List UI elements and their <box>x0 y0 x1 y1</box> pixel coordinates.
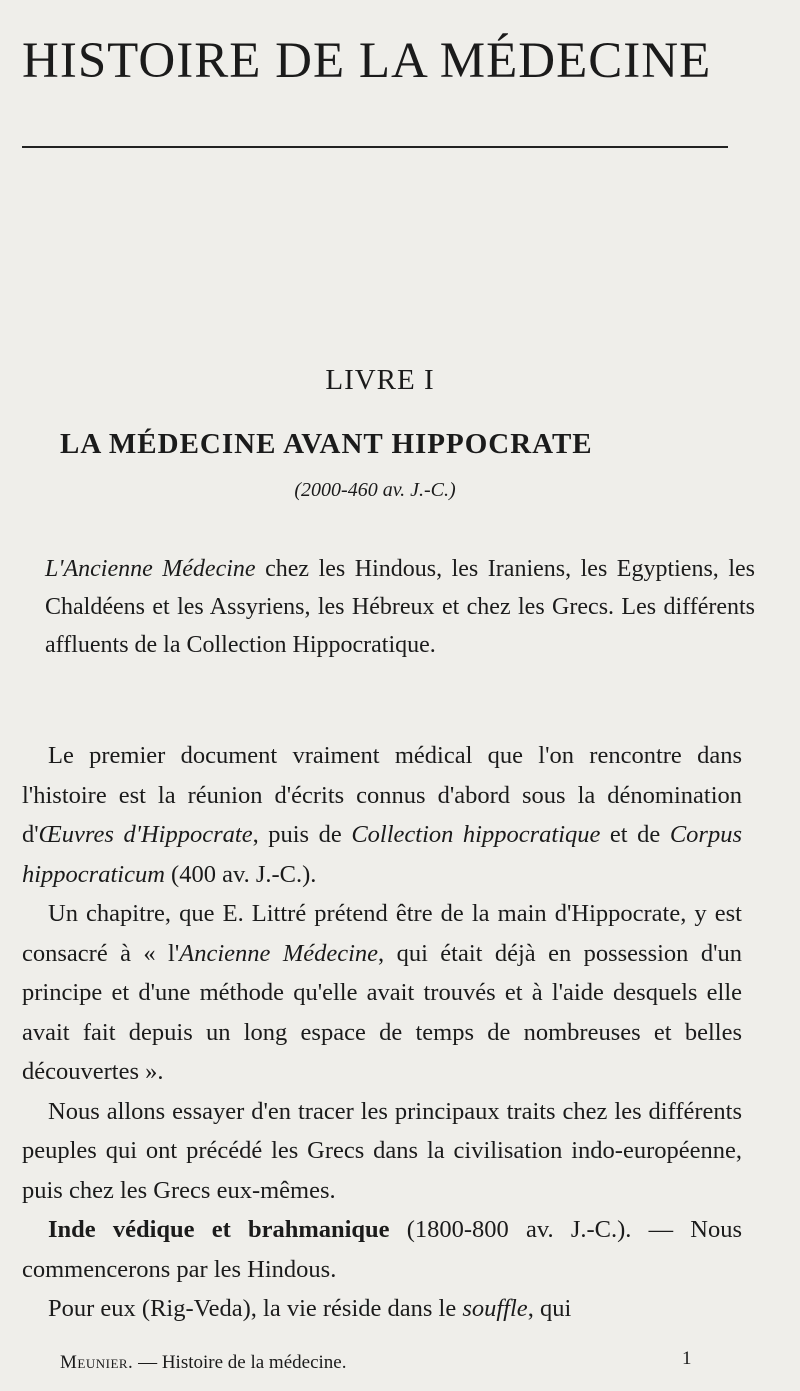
text-run: Un chapitre, que E. Littré prétend être de la main d'Hippocrate, y est consacré à « l' <box>22 900 742 967</box>
footer-title: — Histoire de la médecine. <box>133 1352 347 1373</box>
chapter-summary <box>45 550 755 664</box>
summary-lead: L'Ancienne Médecine <box>45 556 256 582</box>
paragraph <box>22 1092 742 1211</box>
running-title: HISTOIRE DE LA MÉDECINE <box>22 33 712 89</box>
page-footer <box>60 1348 700 1374</box>
text-run: Nous allons essayer d'en tracer les principaux traits chez les différents peuples qui ont précédé les Grecs dans la civilisation indo-européenne, puis chez les Grecs eux-mêmes. <box>22 1097 742 1204</box>
italic-run: Corpus hippocraticum <box>22 821 742 888</box>
paragraph <box>22 1210 742 1289</box>
text-run: Le premier document vraiment médical que l'on rencontre dans l'histoire est la réunion d'écrits connus d'abord sous la dénomination d' <box>22 742 742 848</box>
summary-text: chez les Hindous, les Iraniens, les Egyptiens, les Chaldéens et les Assyriens, les Hébreux et chez les Grecs. Les différents affluents de la Collection Hippocratique. <box>45 556 755 658</box>
italic-run: Collection hippocratique <box>351 821 601 848</box>
page-number: 1 <box>682 1348 692 1369</box>
text-run: Pour eux (Rig-Veda), la vie réside dans le <box>48 1295 463 1322</box>
inline-heading: Inde védique et brahmanique <box>48 1216 390 1243</box>
body-text <box>22 736 742 1329</box>
text-run: , qui était déjà en possession d'un principe et d'une méthode qu'elle avait trouvés et à l'aide desquels elle avait fait depuis un long espace de temps de nombreuses et belles découvertes ». <box>22 939 743 1085</box>
footer-author: Meunier. <box>60 1352 134 1373</box>
text-run: (400 av. J.-C.). <box>164 860 317 888</box>
italic-run: Œuvres d'Hippocrate <box>38 821 253 848</box>
paragraph <box>22 736 742 894</box>
text-run: , puis de <box>252 821 352 848</box>
book-label: LIVRE I <box>325 364 435 396</box>
header-rule <box>22 146 728 148</box>
italic-run: souffle <box>462 1295 528 1322</box>
paragraph <box>22 894 742 1092</box>
text-run: , qui <box>527 1295 572 1322</box>
chapter-title: LA MÉDECINE AVANT HIPPOCRATE <box>60 428 593 460</box>
text-run: (1800-800 av. J.-C.). — Nous commencerons par les Hindous. <box>22 1216 742 1283</box>
text-run: et de <box>600 821 670 848</box>
italic-run: Ancienne Médecine <box>179 939 379 967</box>
paragraph <box>22 1289 742 1329</box>
chapter-dates: (2000-460 av. J.-C.) <box>294 479 456 501</box>
